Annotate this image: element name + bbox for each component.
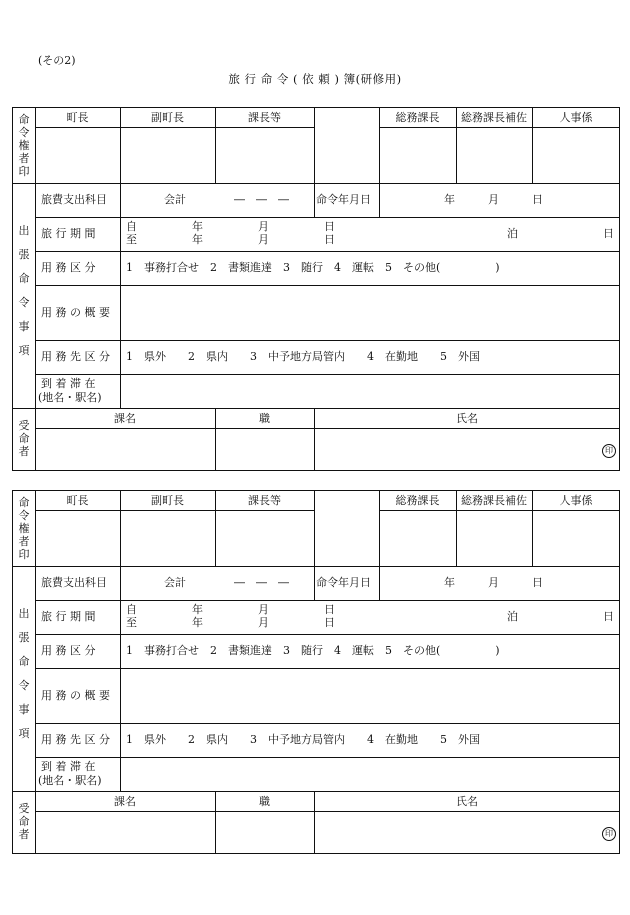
border-left: [12, 107, 13, 471]
row-line: [12, 566, 620, 567]
order-date-value: 年 月 日: [444, 193, 543, 206]
border-bottom: [12, 470, 620, 471]
form-note: (その2): [38, 54, 76, 67]
travel-order-form-1: [12, 107, 620, 471]
recipient-col-section: 課名: [114, 412, 136, 425]
destination-class-value: 1 県外 2 県内 3 中予地方局管内 4 在勤地 5 外国: [126, 350, 480, 363]
approval-col-general-affairs-assistant: 総務課長補佐: [461, 111, 527, 124]
col-line: [314, 490, 315, 600]
row-line: [379, 127, 620, 128]
expense-value: 会計: [164, 576, 186, 589]
seal-mark: 印: [602, 827, 616, 841]
recipient-vertical-label: 受命者: [18, 802, 30, 841]
period-label: 旅 行 期 間: [41, 227, 96, 240]
travel-order-form-2: [12, 490, 620, 854]
row-line: [12, 791, 620, 792]
arrival-sublabel: (地名・駅名): [38, 391, 102, 404]
row-line: [35, 340, 620, 341]
expense-label: 旅費支出科目: [41, 193, 107, 206]
row-line: [379, 510, 620, 511]
section-vertical-label: 出張命令事項: [18, 607, 30, 740]
border-top: [12, 490, 620, 491]
period-from: 自 年 月 日: [126, 220, 335, 233]
seal-mark: 印: [602, 444, 616, 458]
authority-vertical-label: 命令権者印: [18, 113, 30, 178]
authority-col-mayor: 町長: [66, 111, 89, 124]
row-line: [12, 183, 620, 184]
approval-col-general-affairs-chief: 総務課長: [395, 111, 440, 124]
row-line: [35, 127, 314, 128]
authority-col-section-chief: 課長等: [248, 111, 281, 124]
col-line: [120, 183, 121, 408]
recipient-col-position: 職: [259, 795, 270, 808]
row-line: [35, 251, 620, 252]
recipient-col-position: 職: [259, 412, 270, 425]
destination-class-label: 用 務 先 区 分: [41, 350, 110, 363]
destination-class-label: 用 務 先 区 分: [41, 733, 110, 746]
row-line: [12, 408, 620, 409]
row-line: [35, 668, 620, 669]
recipient-col-name: 氏名: [456, 795, 478, 808]
row-line: [35, 374, 620, 375]
expense-dashes: ― ― ―: [234, 193, 289, 206]
row-line: [35, 510, 314, 511]
purpose-class-value: 1 事務打合せ 2 書類進達 3 随行 4 運転 5 その他( ): [126, 644, 500, 657]
destination-class-value: 1 県外 2 県内 3 中予地方局管内 4 在勤地 5 外国: [126, 733, 480, 746]
row-line: [35, 428, 620, 429]
purpose-class-value: 1 事務打合せ 2 書類進達 3 随行 4 運転 5 その他( ): [126, 261, 500, 274]
period-days: 日: [603, 227, 614, 240]
purpose-summary-label: 用 務 の 概 要: [41, 689, 110, 702]
purpose-class-label: 用 務 区 分: [41, 644, 96, 657]
authority-col-mayor: 町長: [66, 494, 89, 507]
approval-col-personnel: 人事係: [559, 111, 593, 124]
order-date-label: 命令年月日: [316, 576, 371, 589]
border-left: [12, 490, 13, 854]
arrival-sublabel: (地名・駅名): [38, 774, 102, 787]
expense-value: 会計: [164, 193, 186, 206]
order-date-value: 年 月 日: [444, 576, 543, 589]
recipient-col-section: 課名: [114, 795, 136, 808]
authority-col-section-chief: 課長等: [248, 494, 281, 507]
period-days: 日: [603, 610, 614, 623]
arrival-label: 到 着 滞 在: [41, 377, 96, 390]
purpose-class-label: 用 務 区 分: [41, 261, 96, 274]
authority-col-deputy-mayor: 副町長: [151, 111, 184, 124]
period-nights: 泊: [507, 227, 518, 240]
row-line: [35, 811, 620, 812]
page-title: 旅 行 命 令 ( 依 頼 ) 簿(研修用): [228, 72, 402, 86]
expense-dashes: ― ― ―: [234, 576, 289, 589]
expense-label: 旅費支出科目: [41, 576, 107, 589]
row-line: [35, 757, 620, 758]
section-vertical-label: 出張命令事項: [18, 224, 30, 357]
period-to: 至 年 月 日: [126, 616, 335, 629]
col-line: [120, 566, 121, 791]
period-nights: 泊: [507, 610, 518, 623]
purpose-summary-label: 用 務 の 概 要: [41, 306, 110, 319]
row-line: [35, 217, 620, 218]
period-label: 旅 行 期 間: [41, 610, 96, 623]
row-line: [35, 634, 620, 635]
approval-col-general-affairs-chief: 総務課長: [395, 494, 440, 507]
authority-vertical-label: 命令権者印: [18, 496, 30, 561]
authority-col-deputy-mayor: 副町長: [151, 494, 184, 507]
row-line: [35, 285, 620, 286]
approval-col-general-affairs-assistant: 総務課長補佐: [461, 494, 527, 507]
border-top: [12, 107, 620, 108]
recipient-vertical-label: 受命者: [18, 419, 30, 458]
period-to: 至 年 月 日: [126, 233, 335, 246]
approval-col-personnel: 人事係: [559, 494, 593, 507]
recipient-col-name: 氏名: [456, 412, 478, 425]
border-bottom: [12, 853, 620, 854]
row-line: [35, 723, 620, 724]
order-date-label: 命令年月日: [316, 193, 371, 206]
row-line: [35, 600, 620, 601]
arrival-label: 到 着 滞 在: [41, 760, 96, 773]
period-from: 自 年 月 日: [126, 603, 335, 616]
col-line: [314, 107, 315, 217]
